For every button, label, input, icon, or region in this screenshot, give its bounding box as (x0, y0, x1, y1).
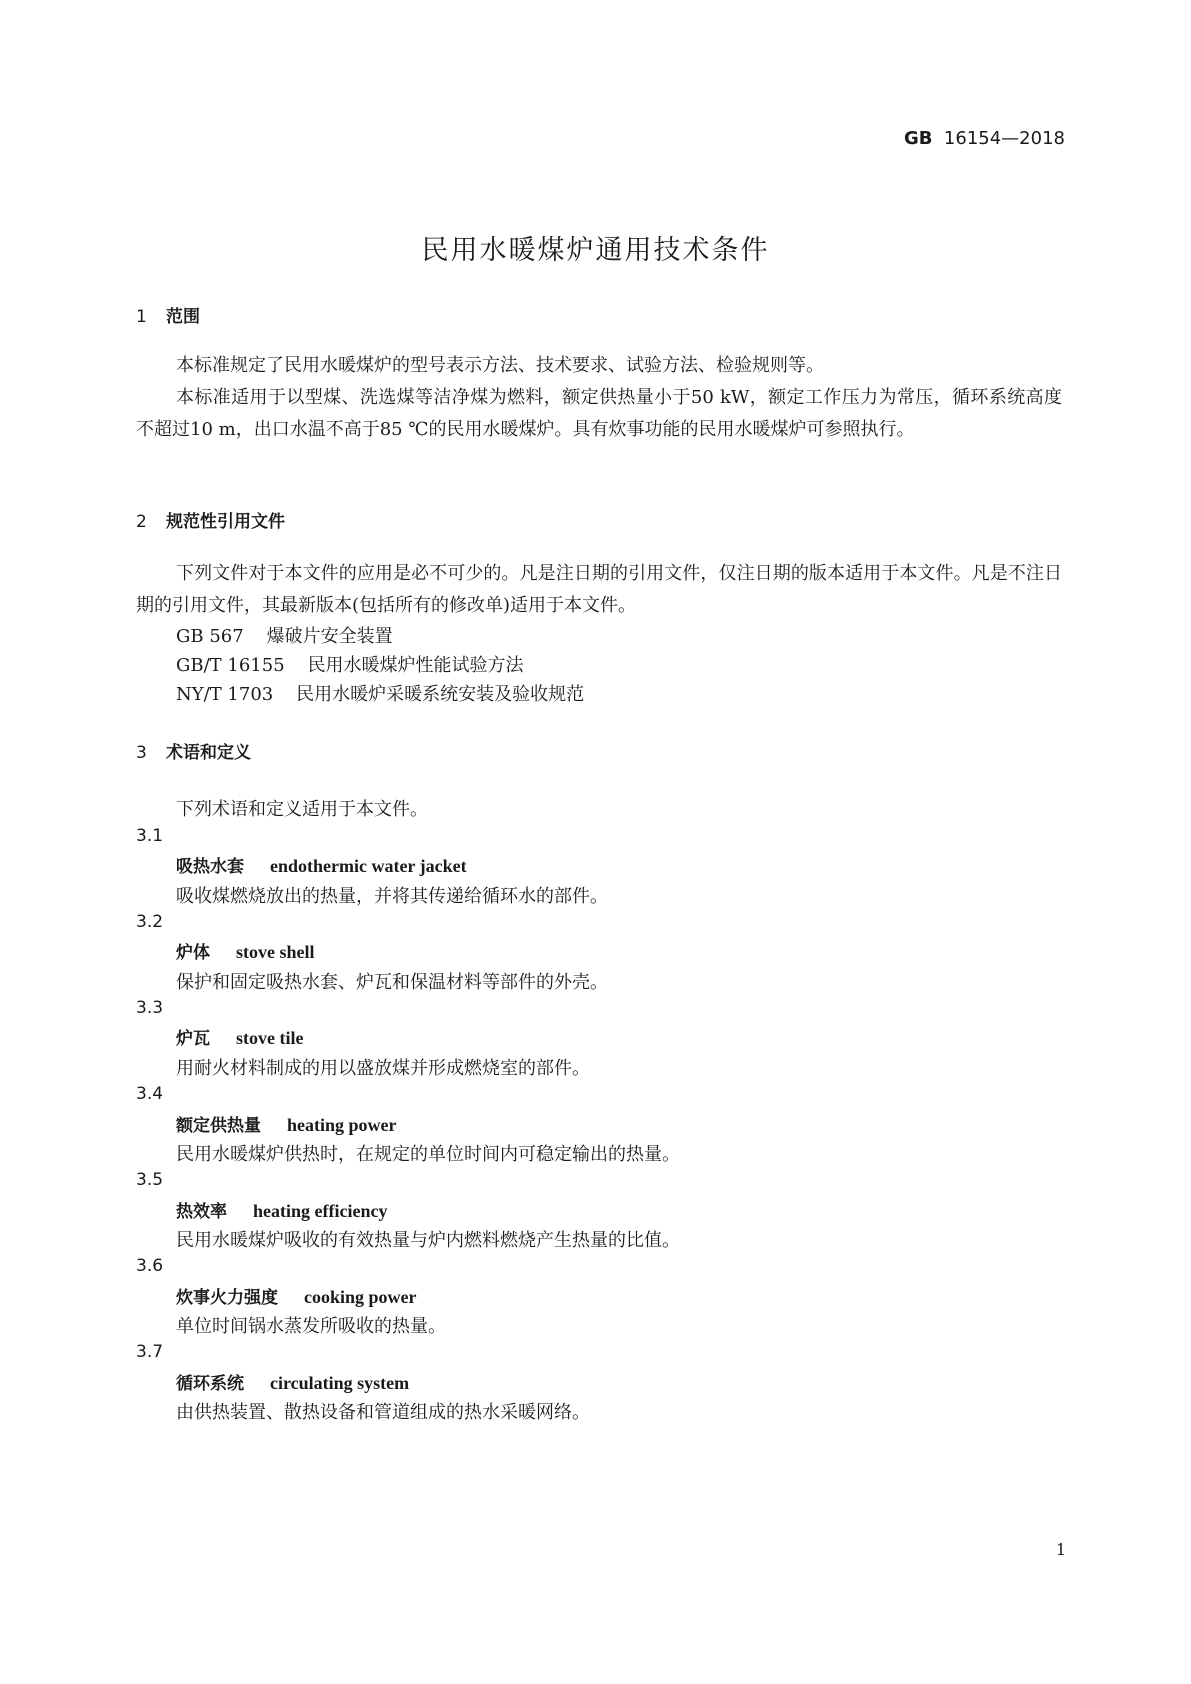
term-zh: 循环系统 (176, 1374, 244, 1394)
term-entry (176, 1197, 387, 1222)
term-number: 3.6 (136, 1256, 164, 1276)
section-1-paragraph-1: 本标准规定了民用水暖煤炉的型号表示方法、技术要求、试验方法、检验规则等。 (176, 355, 824, 376)
term-definition: 保护和固定吸热水套、炉瓦和保温材料等部件的外壳。 (176, 972, 608, 993)
reference-name: 民用水暖炉采暖系统安装及验收规范 (296, 684, 585, 705)
term-definition: 由供热装置、散热设备和管道组成的热水采暖网络。 (176, 1402, 590, 1423)
term-definition: 吸收煤燃烧放出的热量，并将其传递给循环水的部件。 (176, 886, 608, 907)
section-1-heading (136, 302, 200, 327)
section-number: 1 (136, 307, 147, 327)
reference-nyt1703 (176, 680, 584, 706)
term-number: 3.3 (136, 998, 164, 1018)
reference-name: 爆破片安全装置 (266, 626, 393, 647)
term-number: 3.5 (136, 1170, 164, 1190)
reference-name: 民用水暖煤炉性能试验方法 (307, 655, 524, 676)
section-2-paragraph-1: 下列文件对于本文件的应用是必不可少的。凡是注日期的引用文件，仅注日期的版本适用于本文件。凡是不注日期的引用文件，其最新版本(包括所有的修改单)适用于本文件。 (136, 563, 1062, 616)
section-title: 术语和定义 (166, 743, 251, 763)
term-entry (176, 1024, 303, 1049)
term-number: 3.2 (136, 912, 164, 932)
term-definition: 民用水暖煤炉吸收的有效热量与炉内燃料燃烧产生热量的比值。 (176, 1230, 680, 1251)
term-en: heating efficiency (253, 1201, 388, 1221)
term-zh: 额定供热量 (176, 1116, 261, 1136)
term-number: 3.4 (136, 1084, 164, 1104)
doc-code: 16154—2018 (943, 128, 1065, 149)
term-entry (176, 1369, 409, 1394)
section-number: 3 (136, 743, 147, 763)
page-number: 1 (1055, 1540, 1066, 1559)
term-zh: 炉瓦 (176, 1029, 210, 1049)
section-1-paragraph-2: 本标准适用于以型煤、洗选煤等洁净煤为燃料，额定供热量小于50 kW，额定工作压力为常压，循环系统高度不超过10 m，出口水温不高于85 ℃的民用水暖煤炉。具有炊事功能的民用水暖煤炉可参照执行。 (136, 387, 1062, 440)
term-zh: 炊事火力强度 (176, 1288, 278, 1308)
section-3-heading (136, 738, 251, 763)
term-entry (176, 852, 467, 877)
term-entry (176, 1283, 417, 1308)
reference-gbt16155 (176, 651, 524, 677)
term-zh: 吸热水套 (176, 857, 244, 877)
term-zh: 热效率 (176, 1202, 227, 1222)
term-entry (176, 938, 315, 963)
term-en: heating power (287, 1115, 397, 1135)
document-number (904, 128, 1065, 149)
term-en: circulating system (270, 1373, 410, 1393)
section-2-heading (136, 507, 285, 532)
doc-prefix: GB (903, 128, 933, 149)
term-en: stove tile (236, 1028, 304, 1048)
term-entry (176, 1111, 397, 1136)
section-3-intro: 下列术语和定义适用于本文件。 (176, 799, 428, 820)
term-number: 3.7 (136, 1342, 164, 1362)
page-title: 民用水暖煤炉通用技术条件 (421, 235, 770, 266)
term-definition: 民用水暖煤炉供热时，在规定的单位时间内可稳定输出的热量。 (176, 1144, 680, 1165)
section-title: 范围 (166, 307, 200, 327)
term-number: 3.1 (136, 826, 164, 846)
reference-code: NY/T 1703 (176, 684, 274, 705)
term-zh: 炉体 (176, 943, 210, 963)
reference-gb567 (176, 622, 393, 648)
reference-code: GB 567 (176, 626, 244, 647)
reference-code: GB/T 16155 (176, 655, 285, 676)
term-en: cooking power (304, 1287, 417, 1307)
term-definition: 单位时间锅水蒸发所吸收的热量。 (176, 1316, 446, 1337)
term-en: endothermic water jacket (270, 856, 467, 876)
term-definition: 用耐火材料制成的用以盛放煤并形成燃烧室的部件。 (176, 1058, 590, 1079)
section-number: 2 (136, 512, 147, 532)
section-title: 规范性引用文件 (166, 512, 285, 532)
term-en: stove shell (236, 942, 315, 962)
